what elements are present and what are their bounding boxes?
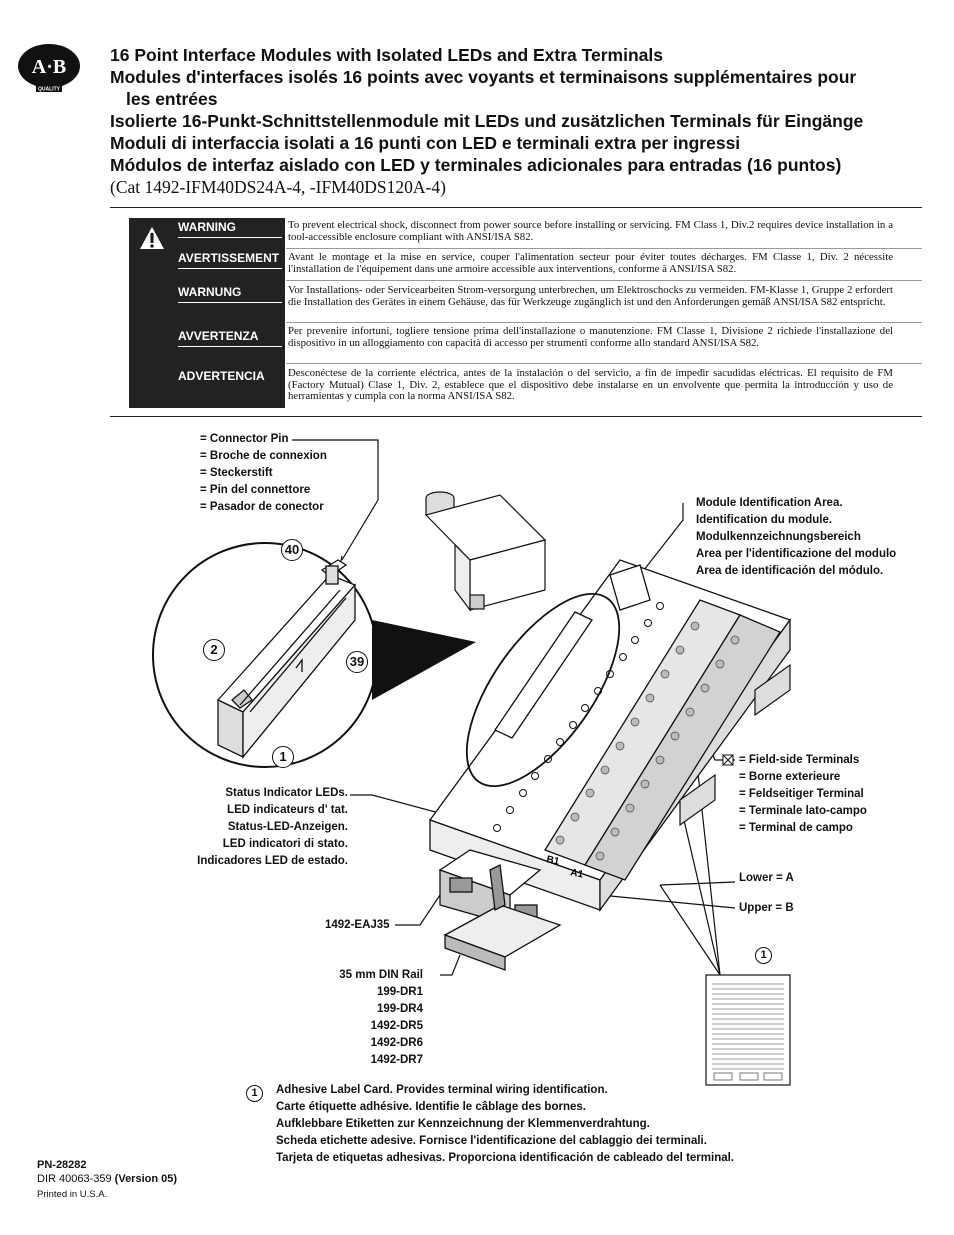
lower-label: Lower = A	[739, 872, 794, 884]
title-fr-cont: les entrées	[126, 89, 218, 109]
catalog-numbers: (Cat 1492-IFM40DS24A-4, -IFM40DS120A-4)	[110, 177, 446, 197]
title-en: 16 Point Interface Modules with Isolated LEDs and Extra Terminals	[110, 45, 664, 65]
module-id-fr: Identification du module.	[696, 514, 833, 526]
din-rail-part: 199-DR1	[376, 986, 423, 998]
module-id-it: Area per l'identificazione del modulo	[696, 548, 897, 560]
din-rail-part: 1492-DR7	[370, 1054, 423, 1066]
module-id-en: Module Identification Area.	[696, 497, 843, 509]
title-de: Isolierte 16-Punkt-Schnittstellenmodule mit LEDs und zusätzlichen Terminals für Eingänge	[110, 111, 864, 131]
warning-label-en: WARNING	[178, 220, 282, 238]
field-side-labels	[739, 752, 867, 837]
adhesive-en: Adhesive Label Card. Provides terminal wiring identification.	[276, 1084, 608, 1096]
warning-text-de: Vor Installations- oder Servicearbeiten Strom-versorgung unterbrechen, um Elektroschocks zu vermeiden. FM-Klasse 1, Gruppe 2 erfordert die Installation des Gerätes in einem Gehäuse, das für Werkzeuge zugänglich ist und den Anforderungen gemäß ANSI/ISA S82 entspricht.	[288, 284, 893, 308]
status-led-it: LED indicatori di stato.	[222, 838, 348, 850]
dir-version	[37, 1172, 177, 1187]
warning-text-fr: Avant le montage et la mise en service, couper l'alimentation secteur pour éviter toutes décharges. FM Classe 1, Div. 2 nécessite l'installation de l'équipement dans une armoire accessible aux interventions, conforme à ANSI/ISA S82.	[288, 251, 893, 275]
warning-text-en: To prevent electrical shock, disconnect from power source before installing or servicing. FM Class 1, Div.2 requires device installation in a tool-accessible enclosure compliant with ANSI/ISA S82.	[288, 219, 893, 243]
connector-pin-en: = Connector Pin	[200, 433, 289, 445]
pin-2-marker: 2	[203, 639, 225, 661]
logo-sub: QUALITY	[38, 86, 60, 93]
title-es: Módulos de interfaz aislado con LED y terminales adicionales para entradas (16 puntos)	[110, 155, 842, 175]
module-id-es: Area de identificación del módulo.	[696, 565, 884, 577]
title-fr: Modules d'interfaces isolés 16 points avec voyants et terminaisons supplémentaires pour	[110, 67, 857, 87]
a1-label: A1	[569, 867, 585, 881]
status-led-de: Status-LED-Anzeigen.	[227, 821, 348, 833]
din-rail-title: 35 mm DIN Rail	[339, 969, 423, 981]
field-side-it: = Terminale lato-campo	[739, 805, 867, 817]
printed-in: Printed in U.S.A.	[37, 1189, 108, 1200]
connector-pin-it: = Pin del connettore	[200, 484, 311, 496]
version: (Version 05)	[114, 1173, 178, 1185]
adhesive-fr: Carte étiquette adhésive. Identifie le câblage des bornes.	[276, 1101, 586, 1113]
dir-number: DIR 40063-359	[37, 1173, 112, 1185]
logo-text: A·B	[31, 56, 67, 78]
zoom-pointer	[372, 620, 476, 700]
legend-callout: 1	[246, 1085, 263, 1102]
pin-39-marker: 39	[346, 651, 368, 673]
din-rail-part: 199-DR4	[376, 1003, 423, 1015]
field-side-de: = Feldseitiger Terminal	[739, 788, 864, 800]
warning-label-es: ADVERTENCIA	[178, 369, 265, 383]
field-side-es: = Terminal de campo	[739, 822, 853, 834]
connector-pin-fr: = Broche de connexion	[200, 450, 327, 462]
din-rail-part: 1492-DR5	[370, 1020, 423, 1032]
upper-label: Upper = B	[739, 902, 794, 914]
field-side-fr: = Borne exterieure	[739, 771, 841, 783]
adhesive-de: Aufklebbare Etiketten zur Kennzeichnung der Klemmenverdrahtung.	[276, 1118, 650, 1130]
adhesive-legend	[276, 1082, 734, 1167]
din-rail-part: 1492-DR6	[370, 1037, 423, 1049]
warning-label-de: WARNUNG	[178, 285, 282, 303]
pin-1-marker: 1	[272, 746, 294, 768]
status-led-labels	[160, 785, 348, 870]
field-side-en: = Field-side Terminals	[739, 754, 860, 766]
b1-label: B1	[545, 854, 561, 868]
status-led-fr: LED indicateurs d' tat.	[227, 804, 348, 816]
label-card-callout: 1	[755, 947, 772, 964]
eaj-label: 1492-EAJ35	[325, 919, 390, 931]
pin-40-marker: 40	[281, 539, 303, 561]
status-led-es: Indicadores LED de estado.	[197, 855, 348, 867]
warning-text-it: Per prevenire infortuni, togliere tensione prima dell'installazione o manutenzione. FM Classe 1, Divisione 2 richiede l'installazione del dispositivo in un alloggiamento con capacità di accesso per strumenti conforme allo standard ANSI/ISA S82.	[288, 325, 893, 349]
title-it: Moduli di interfaccia isolati a 16 punti con LED e terminali extra per ingressi	[110, 133, 741, 153]
warning-label-it: AVVERTENZA	[178, 329, 282, 347]
module-id-labels	[696, 495, 896, 580]
part-number: PN-28282	[37, 1159, 87, 1171]
warning-label-fr: AVERTISSEMENT	[178, 251, 282, 269]
connector-pin-de: = Steckerstift	[200, 467, 273, 479]
terminal-symbol-icon	[723, 755, 733, 765]
label-card	[706, 975, 790, 1085]
module-id-de: Modulkennzeichnungsbereich	[696, 531, 861, 543]
warning-text-es: Desconéctese de la corriente eléctrica, antes de la instalación o del servicio, a fin de impedir sacudidas eléctricas. El requisito de FM (Factory Mutual) Clase 1, Div. 2, establece que el dispositivo debe instalarse en un envolvente que permita la introducción y uso de herramientas y cumpla con la norma ANSI/ISA S82.	[288, 367, 893, 402]
adhesive-it: Scheda etichette adesive. Fornisce l'identificazione del cablaggio dei terminali.	[276, 1135, 707, 1147]
connector-pin-labels	[200, 431, 327, 516]
adhesive-es: Tarjeta de etiquetas adhesivas. Proporciona identificación de cableado del terminal.	[276, 1152, 735, 1164]
status-led-en: Status Indicator LEDs.	[225, 787, 348, 799]
din-rail-labels	[300, 967, 423, 1069]
connector-pin-es: = Pasador de conector	[200, 501, 324, 513]
